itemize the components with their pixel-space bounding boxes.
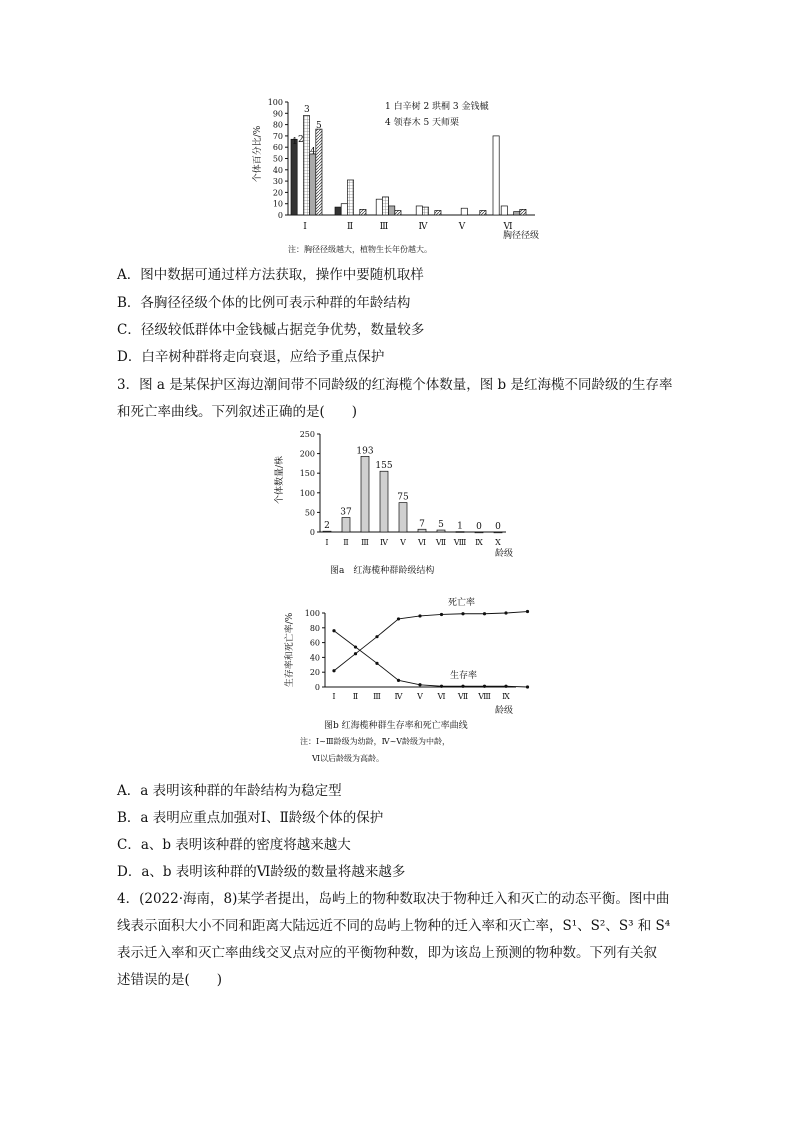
fig1-bar: [335, 207, 341, 215]
figa-ytick-label: 0: [309, 528, 315, 537]
figb-death-rate-line: [334, 612, 528, 671]
fig1-bar-number-label: 3: [304, 105, 310, 115]
figb-survival-rate-line: [334, 631, 528, 687]
figb-series-label-survival: 生存率: [450, 671, 478, 681]
figb-death-rate-point: [375, 635, 378, 638]
fig1-x-tick-label: Ⅰ: [303, 222, 307, 232]
fig1-ytick-label: 10: [272, 199, 283, 209]
fig1-bar: [480, 210, 486, 215]
figb-ytick-label: 0: [314, 683, 320, 692]
fig1-ytick-label: 50: [272, 154, 283, 164]
figa-ytick-label: 150: [299, 469, 315, 479]
figb-death-rate-point: [526, 610, 529, 613]
figa-bar: [494, 532, 502, 533]
fig1-ytick-label: 20: [272, 188, 283, 198]
q3-option-d: D．a、b 表明该种群的Ⅵ龄级的数量将越来越多: [117, 864, 406, 880]
figa-bar: [437, 530, 445, 532]
q4-stem-line2: 线表示面积大小不同和距离大陆远近不同的岛屿上物种的迁入率和灭亡率，S¹、S²、S³ 和 S⁴: [117, 918, 671, 934]
q3-stem-line2: 和死亡率曲线。下列叙述正确的是( ): [117, 404, 358, 420]
fig1-x-tick-label: Ⅴ: [458, 222, 466, 232]
fig1-bar: [382, 197, 388, 215]
figa-ytick-label: 50: [304, 508, 315, 518]
figa-value-label: 0: [476, 522, 482, 532]
figa-value-label: 1: [457, 521, 463, 532]
figb-survival-rate-point: [504, 685, 507, 688]
fig1-legend-line1: 1 白辛树 2 珙桐 3 金钱槭: [385, 102, 489, 112]
fig1-x-tick-label: Ⅱ: [346, 222, 354, 232]
figa-value-label: 193: [356, 446, 374, 457]
fig1-bar-tall: [493, 136, 499, 215]
figb-survival-rate-point: [440, 685, 443, 688]
fig1-bar: [520, 209, 526, 215]
figa-x-tick-label: Ⅷ: [453, 538, 467, 547]
fig1-bar: [435, 210, 441, 215]
figb-death-rate-point: [483, 612, 486, 615]
figa-ytick-label: 100: [299, 488, 315, 498]
figb-death-rate-point: [332, 669, 335, 672]
figb-death-rate-point: [461, 612, 464, 615]
fig1-ytick-label: 70: [272, 131, 283, 141]
q3-option-a: A．a 表明该种群的年龄结构为稳定型: [117, 783, 342, 799]
q2-option-a: A．图中数据可通过样方法获取，操作中要随机取样: [117, 267, 424, 283]
figb-survival-rate-point: [332, 629, 335, 632]
figb-survival-rate-point: [483, 685, 486, 688]
fig1-legend-line2: 4 领春木 5 天师栗: [385, 118, 460, 128]
fig1-bar: [389, 206, 395, 215]
fig1-x-tick-label: Ⅵ: [503, 222, 513, 232]
fig1-bar: [395, 210, 401, 215]
fig1-ytick-label: 40: [272, 165, 283, 175]
figa-x-tick-label: Ⅸ: [475, 538, 483, 547]
figa-ytick-label: 200: [299, 449, 315, 459]
figb-x-tick-label: Ⅰ: [332, 692, 336, 701]
fig1-ytick-label: 80: [272, 120, 283, 130]
figa-value-label: 5: [438, 520, 444, 531]
fig1-bar-number-label: 1: [292, 137, 298, 147]
figa-bar: [380, 471, 388, 532]
figa-x-tick-label: Ⅶ: [435, 538, 447, 547]
figa-value-label: 155: [375, 461, 393, 472]
figa-bar: [456, 532, 464, 533]
fig1-ytick-label: 0: [277, 211, 283, 220]
figa-value-label: 0: [495, 522, 501, 532]
figure-1-chart: [250, 92, 550, 262]
fig1-ytick-label: 30: [272, 177, 283, 187]
figb-survival-rate-point: [375, 662, 378, 665]
fig1-note: 注：胸径径级越大，植物生长年份越大。: [288, 245, 432, 254]
figb-caption: 图b 红海榄种群生存率和死亡率曲线: [324, 721, 468, 731]
figb-xlabel: 龄级: [495, 706, 514, 716]
q3-option-c: C．a、b 表明该种群的密度将越来越大: [117, 837, 351, 853]
figa-x-tick-label: Ⅱ: [343, 538, 349, 547]
figa-value-label: 37: [340, 507, 352, 518]
figb-ytick-label: 100: [304, 609, 320, 618]
figb-series-label-death: 死亡率: [448, 598, 476, 608]
fig1-bar: [341, 204, 347, 215]
figa-x-tick-label: Ⅳ: [380, 538, 388, 547]
q2-option-c: C．径级较低群体中金钱槭占据竞争优势，数量较多: [117, 322, 425, 338]
figb-death-rate-point: [418, 614, 421, 617]
figb-x-tick-label: Ⅴ: [417, 692, 423, 701]
fig1-bar: [310, 154, 316, 215]
figa-value-label: 75: [397, 492, 409, 503]
figure-a-chart: [270, 428, 530, 580]
fig1-ytick-label: 90: [272, 109, 283, 119]
figa-value-label: 7: [419, 519, 425, 530]
fig1-bar: [303, 116, 309, 215]
figb-x-tick-label: Ⅷ: [478, 692, 491, 701]
figb-ytick-label: 20: [309, 668, 320, 678]
figb-x-tick-label: Ⅳ: [394, 692, 403, 701]
q2-option-d: D．白辛树种群将走向衰退，应给予重点保护: [117, 349, 385, 365]
figa-bar: [475, 532, 483, 533]
figb-ylabel: 生存率和死亡率/%: [285, 612, 295, 688]
figb-survival-rate-point: [397, 679, 400, 682]
figa-caption: 图a 红海榄种群龄级结构: [330, 566, 435, 576]
fig1-x-tick-label: Ⅳ: [418, 222, 428, 232]
fig1-ylabel: 个体百分比/%: [253, 125, 263, 183]
fig1-ytick-label: 100: [267, 98, 283, 107]
figa-bar: [418, 529, 426, 532]
figa-x-tick-label: Ⅰ: [325, 538, 329, 547]
figb-survival-rate-point: [354, 645, 357, 648]
fig1-bar: [514, 212, 520, 215]
figa-xlabel: 龄级: [495, 549, 514, 559]
figa-ytick-label: 250: [299, 430, 315, 439]
fig1-bar: [347, 180, 353, 215]
fig1-bar: [376, 199, 382, 215]
figa-value-label: 2: [324, 521, 330, 532]
q3-stem-line1: 3．图 a 是某保护区海边潮间带不同龄级的红海榄个体数量，图 b 是红海榄不同龄级的生存率: [117, 377, 673, 393]
figa-bar: [361, 456, 369, 532]
figb-survival-rate-point: [461, 685, 464, 688]
q4-stem-line1: 4．(2022·海南，8)某学者提出，岛屿上的物种数取决于物种迁入和灭亡的动态平衡。图中曲: [117, 891, 670, 907]
figb-ytick-label: 60: [309, 638, 320, 648]
figa-bar: [399, 503, 407, 532]
figb-note1: 注：Ⅰ~Ⅲ龄级为幼龄，Ⅳ~Ⅴ龄级为中龄，: [300, 737, 451, 746]
q4-stem-line3: 表示迁入率和灭亡率曲线交叉点对应的平衡物种数，即为该岛上预测的物种数。下列有关叙: [117, 945, 657, 961]
fig1-xlabel: 胸径径级: [503, 231, 540, 241]
figa-ylabel: 个体数量/株: [275, 455, 285, 505]
figb-death-rate-point: [440, 613, 443, 616]
figb-x-tick-label: Ⅶ: [457, 692, 469, 701]
figa-x-tick-label: Ⅲ: [361, 538, 369, 547]
fig1-x-tick-label: Ⅲ: [379, 222, 389, 232]
fig1-bar: [316, 129, 322, 215]
fig1-bar: [461, 208, 467, 215]
figb-note2: Ⅵ以后龄级为高龄。: [312, 754, 385, 763]
fig1-bar-number-label: 2: [298, 135, 304, 145]
fig1-bar: [291, 139, 297, 215]
figure-b-chart: [280, 595, 530, 771]
fig1-bar: [416, 206, 422, 215]
q2-option-b: B．各胸径径级个体的比例可表示种群的年龄结构: [117, 295, 411, 311]
fig1-bar-number-label: 5: [316, 121, 322, 131]
fig1-ytick-label: 60: [272, 143, 283, 153]
fig1-bar: [360, 209, 366, 215]
figa-x-tick-label: Ⅴ: [400, 538, 406, 547]
fig1-bar: [422, 207, 428, 215]
q4-stem-line4: 述错误的是( ): [117, 972, 223, 988]
fig1-bar: [501, 206, 507, 215]
figb-death-rate-point: [397, 617, 400, 620]
figb-x-tick-label: Ⅵ: [437, 692, 446, 701]
q3-option-b: B．a 表明应重点加强对Ⅰ、Ⅱ龄级个体的保护: [117, 810, 384, 826]
figa-bar: [323, 531, 331, 532]
figb-x-tick-label: Ⅸ: [502, 692, 510, 701]
figb-death-rate-point: [504, 611, 507, 614]
figb-survival-rate-point: [418, 683, 421, 686]
figa-x-tick-label: Ⅹ: [495, 538, 501, 547]
figa-x-tick-label: Ⅵ: [417, 538, 427, 547]
figb-x-tick-label: Ⅱ: [352, 692, 359, 701]
figb-ytick-label: 80: [309, 623, 320, 633]
figb-ytick-label: 40: [309, 653, 320, 663]
figb-death-rate-point: [354, 652, 357, 655]
figa-bar: [342, 517, 350, 532]
figb-x-tick-label: Ⅲ: [373, 692, 381, 701]
figb-survival-rate-point: [526, 685, 529, 688]
fig1-bar-number-label: 4: [310, 147, 316, 157]
